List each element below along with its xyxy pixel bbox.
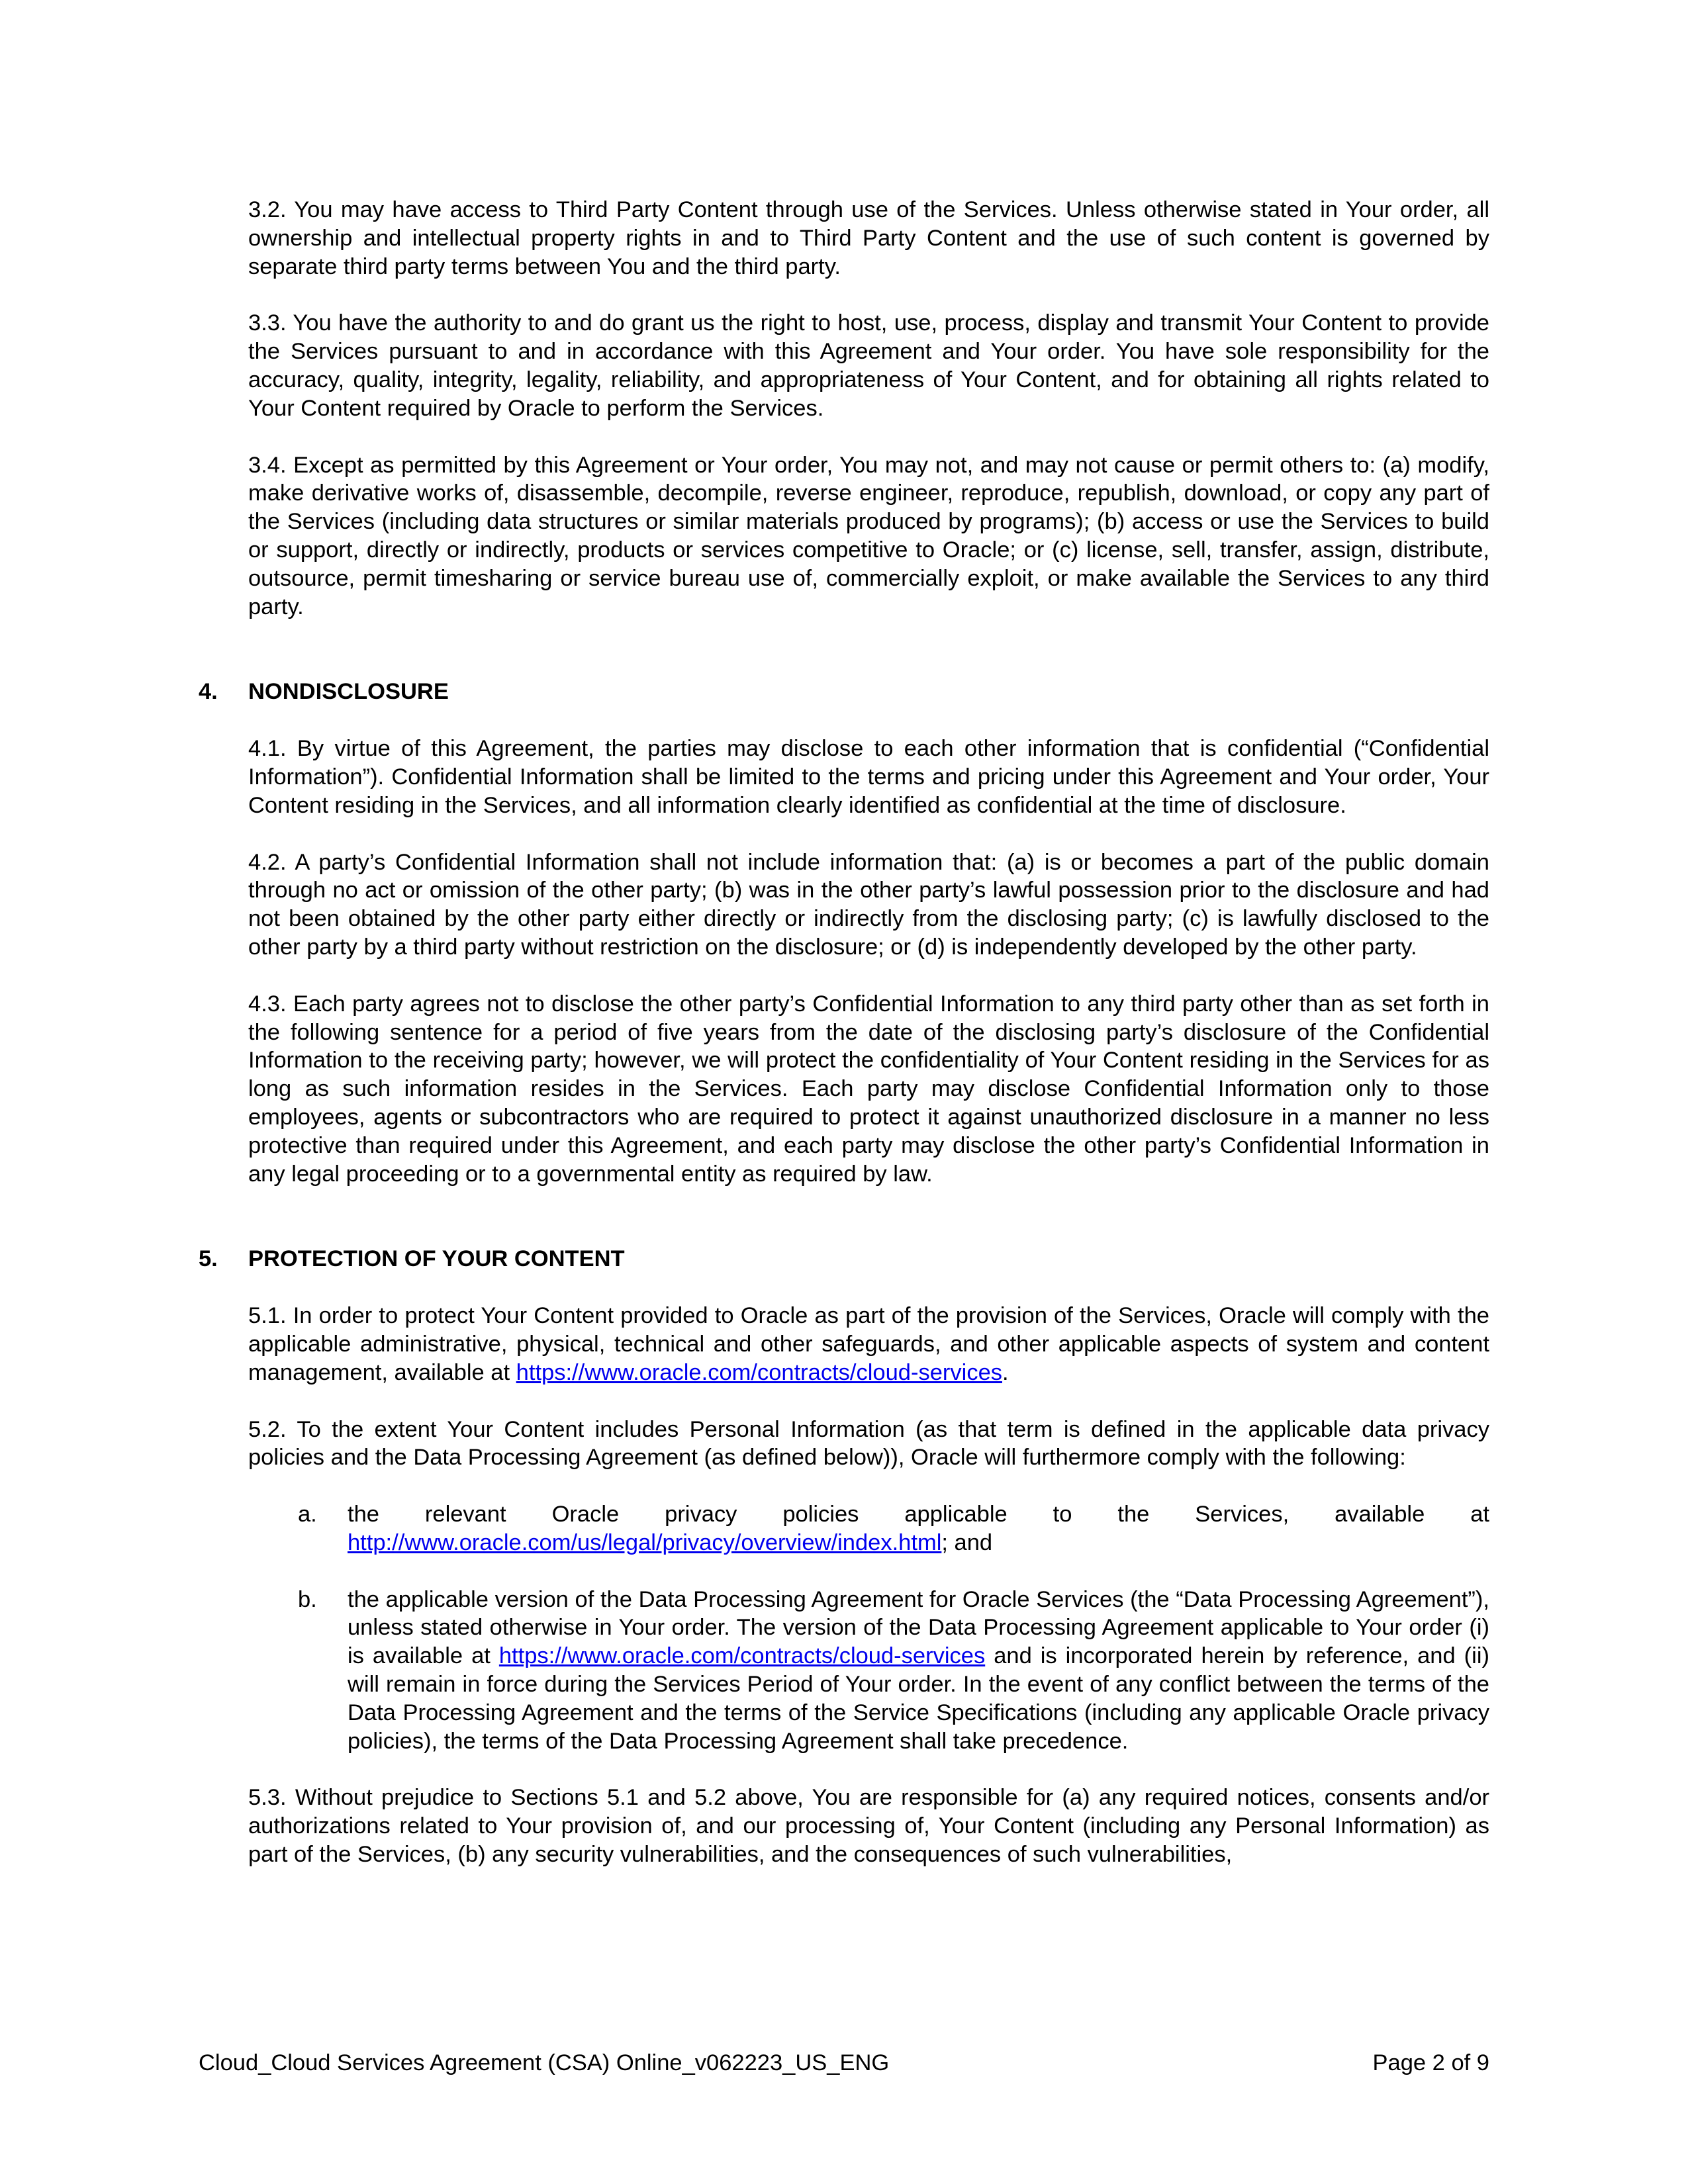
list-item-text-continued: and is incorporated herein by reference, and (ii) will remain in force during the Services Period of Your order. In the event of any conflict between the terms of the Data Processing Agreement and the terms of the Service Specifications (including any applicable Oracle privacy policies), the terms of the Data Processing Agreement shall take precedence. [348,1643,1489,1754]
section-heading-5 [199,1245,1489,1273]
page-footer [199,2049,1489,2077]
list-item-body [348,1500,1489,1557]
privacy-list [298,1500,1489,1755]
footer-page-number: Page 2 of 9 [1372,2050,1489,2075]
paragraph-4-1: 4.1. By virtue of this Agreement, the parties may disclose to each other information that is confidential (“Confidential Information”). Confidential Information shall be limited to the terms and pricing under this Agreement and Your order, Your Content residing in the Services, and all information clearly identified as confidential at the time of disclosure. [248,736,1489,818]
section-title: PROTECTION OF YOUR CONTENT [248,1246,625,1272]
list-item-text: the relevant Oracle privacy policies applicable to the Services, available at [348,1502,1489,1527]
list-item-text: the applicable version of the Data Processing Agreement for Oracle Services (the “Data Processing Agreement”), unless stated otherwise in Your order. The version of the Data Processing Agreement applicable to Your order (i) is available at [348,1586,1489,1669]
paragraph-text-end: . [1002,1359,1009,1385]
paragraph-text: 5.1. In order to protect Your Content provided to Oracle as part of the provision of the Services, Oracle will comply with the applicable administrative, physical, technical and other safeguards, and other applicable aspects of system and content management, available at [248,1303,1489,1385]
list-item-text-end: ; and [941,1529,993,1555]
list-item-body [348,1586,1489,1756]
paragraph-3-3: 3.3. You have the authority to and do grant us the right to host, use, process, display and transmit Your Content to provide the Services pursuant to and in accordance with this Agreement and Your order. You have sole responsibility for the accuracy, quality, integrity, legality, reliability, and appropriateness of Your Content, and for obtaining all rights related to Your Content required by Oracle to perform the Services. [248,310,1489,421]
document-body [199,196,1489,1897]
cloud-services-link[interactable]: https://www.oracle.com/contracts/cloud-services [498,1643,986,1669]
list-marker: b. [298,1586,317,1612]
list-marker: a. [298,1502,317,1527]
section-title: NONDISCLOSURE [248,679,449,705]
paragraph-5-1 [248,1302,1489,1387]
paragraph-3-2: 3.2. You may have access to Third Party Content through use of the Services. Unless otherwise stated in Your order, all ownership and intellectual property rights in and to Third Party Content and the use of such content is governed by separate third party terms between You and the third party. [248,197,1489,279]
paragraph-4-2: 4.2. A party’s Confidential Information shall not include information that: (a) is or becomes a part of the public domain through no act or omission of the other party; (b) was in the other party’s lawful possession prior to the disclosure and had not been obtained by the other party either directly or indirectly from the disclosing party; (c) is lawfully disclosed to the other party by a third party without restriction on the disclosure; or (d) is independently developed by the other party. [248,849,1489,960]
paragraph-5-3: 5.3. Without prejudice to Sections 5.1 and 5.2 above, You are responsible for (a) any required notices, consents and/or authorizations related to Your provision of, and our processing of, Your Content (including any Personal Information) as part of the Services, (b) any security vulnerabilities, and the consequences of such vulnerabilities, [248,1785,1489,1868]
privacy-overview-link[interactable]: http://www.oracle.com/us/legal/privacy/overview/index.html [348,1529,942,1555]
footer-document-name: Cloud_Cloud Services Agreement (CSA) Online_v062223_US_ENG [199,2050,890,2075]
section-heading-4 [199,678,1489,706]
list-item-b [298,1586,1489,1756]
section-number: 4. [199,679,218,705]
section-number: 5. [199,1246,218,1272]
list-item-a [298,1500,1489,1557]
paragraph-3-4: 3.4. Except as permitted by this Agreement or Your order, You may not, and may not cause or permit others to: (a) modify, make derivative works of, disassemble, decompile, reverse engineer, reproduce, republish, download, or copy any part of the Services (including data structures or similar materials produced by programs); (b) access or use the Services to build or support, directly or indirectly, products or services competitive to Oracle; or (c) license, sell, transfer, assign, distribute, outsource, permit timesharing or service bureau use of, commercially exploit, or make available the Services to any third party. [248,452,1489,619]
paragraph-4-3: 4.3. Each party agrees not to disclose the other party’s Confidential Information to any third party other than as set forth in the following sentence for a period of five years from the date of the disclosing party’s disclosure of the Confidential Information to the receiving party; however, we will protect the confidentiality of Your Content residing in the Services for as long as such information resides in the Services. Each party may disclose Confidential Information only to those employees, agents or subcontractors who are required to protect it against unauthorized disclosure in a manner no less protective than required under this Agreement, and each party may disclose the other party’s Confidential Information in any legal proceeding or to a governmental entity as required by law. [248,991,1489,1187]
cloud-services-link[interactable]: https://www.oracle.com/contracts/cloud-services [516,1359,1003,1385]
paragraph-5-2: 5.2. To the extent Your Content includes Personal Information (as that term is defined in the applicable data privacy policies and the Data Processing Agreement (as defined below)), Oracle will furthermore comply with the following: [248,1416,1489,1471]
